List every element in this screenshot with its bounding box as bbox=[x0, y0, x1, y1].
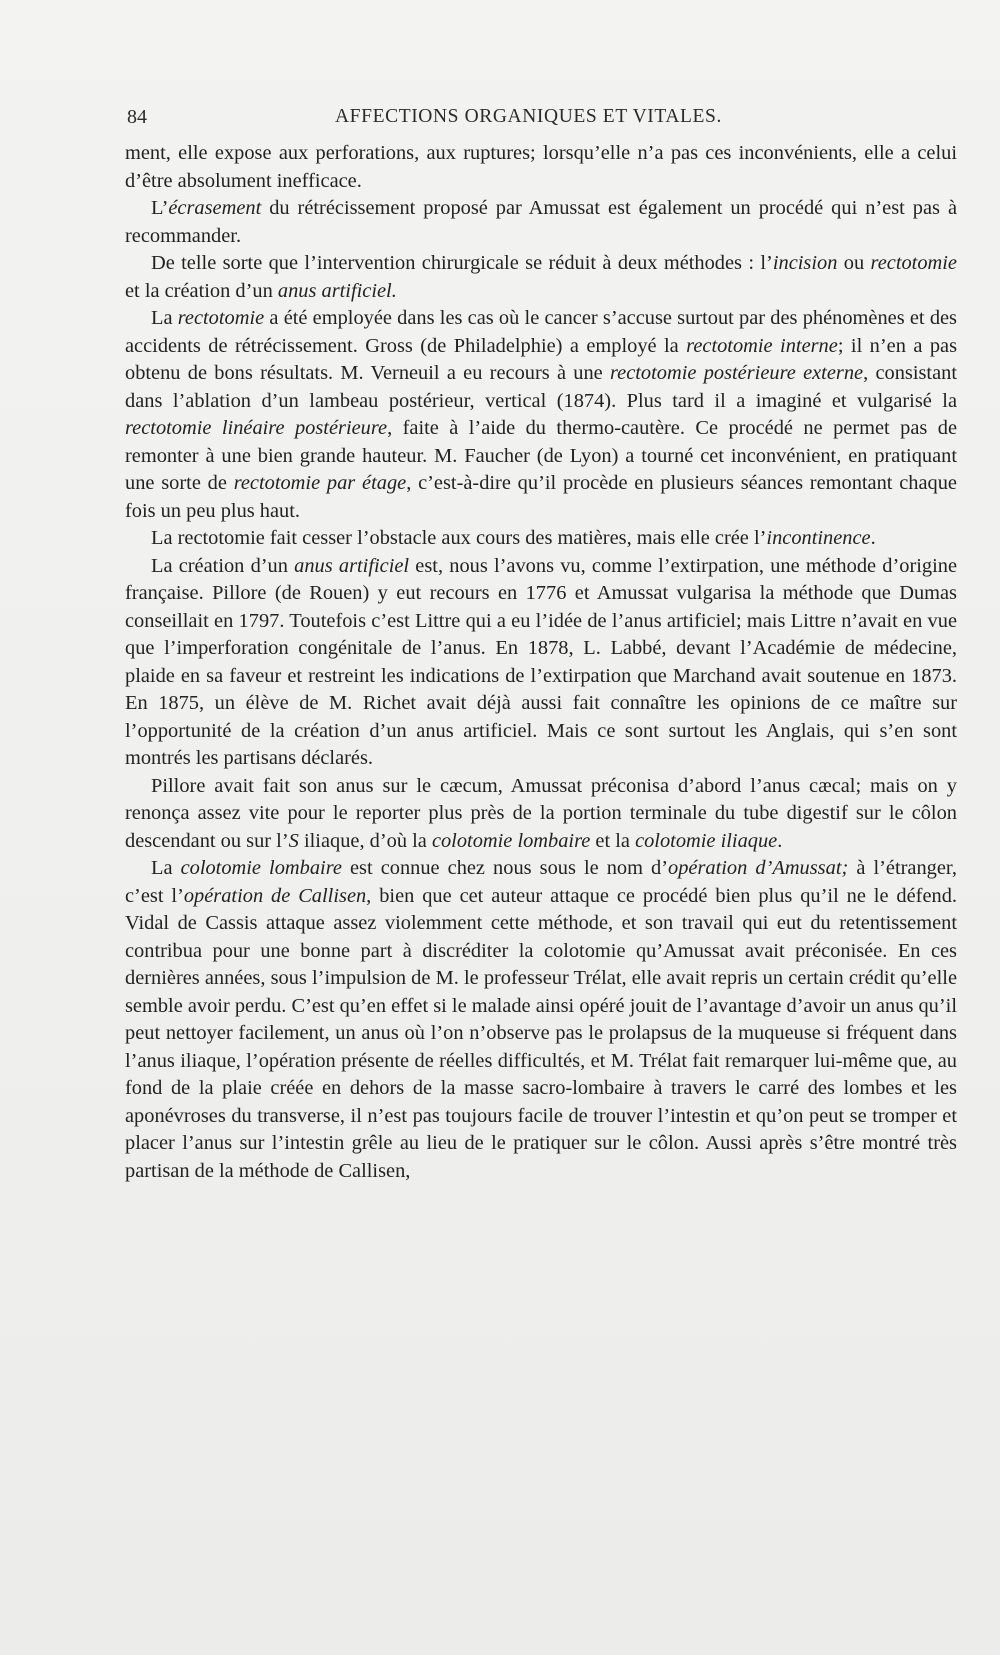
text-run: , consistant dans l’ablation d’un lambeau postérieur, vertical (1874). Plus tard il a imaginé et vulgarisé la bbox=[125, 362, 957, 412]
text-run: à l’étranger, c’est l’ bbox=[125, 857, 957, 907]
text-run: bien que cet auteur attaque ce procédé bien plus qu’il ne le défend. Vidal de Cassis attaque assez violemment cette méthode, et son travail qui eut du retentissement contribua pour une bonne part à discréditer la colotomie qu’Amussat avait préconisée. En ces dernières années, sous l’impulsion de M. le professeur Trélat, elle avait repris un certain crédit qu’elle semble avoir perdu. C’est qu’en effet si le malade ainsi opéré jouit de l’avantage d’avoir un anus qu’il peut nettoyer facilement, un anus où l’on n’observe pas le prolapsus de la muqueuse si fréquent dans l’anus iliaque, l’opération présente de réelles difficultés, et M. Trélat fait remarquer lui-même que, au fond de la plaie créée en dehors de la masse sacro-lombaire à travers le carré des lombes et les aponévroses du transverse, il n’est pas toujours facile de trouver l’intestin et qu’on peut se tromper et placer l’anus sur l’intestin grêle au lieu de le pratiquer sur le côlon. Aussi après s’être montré très partisan de la méthode de Callisen, bbox=[125, 884, 957, 1182]
italic-text: anus artificiel. bbox=[277, 279, 397, 302]
text-run: La création d’un bbox=[151, 554, 295, 577]
paragraph bbox=[125, 305, 957, 525]
italic-text: S bbox=[288, 829, 299, 852]
italic-text: rectotomie bbox=[177, 307, 265, 329]
text-run: Pillore avait fait son anus sur le cæcum, Amussat préconisa d’abord l’anus cæcal; mais on y renonça assez vite pour le reporter plus près de la portion terminale du tube digestif sur le côlon descendant ou sur l’ bbox=[125, 774, 957, 852]
italic-text: colotomie iliaque bbox=[635, 829, 778, 852]
text-run: est, nous l’avons vu, comme l’extirpation, une méthode d’origine française. Pillore (de Rouen) y eut recours en 1776 et Amussat vulgarisa la méthode que Dumas conseillait en 1797. Toutefois c’est Littre qui a eu l’idée de l’anus artificiel; mais Littre n’avait en vue que l’imperforation congénitale de l’anus. En 1878, L. Labbé, devant l’Académie de médecine, plaide en sa faveur et restreint les indications de l’extirpation que Marchand avait soutenue en 1873. En 1875, un élève de M. Richet avait déjà aussi fait connaître les opinions de ce maître sur l’opportunité de la création d’un anus artificiel. Mais ce sont surtout les Anglais, qui s’en sont montrés les partisans déclarés. bbox=[125, 554, 958, 769]
running-title: AFFECTIONS ORGANIQUES ET VITALES. bbox=[335, 106, 722, 127]
running-header bbox=[127, 106, 957, 134]
italic-text: rectotomie interne bbox=[686, 334, 838, 357]
text-run: du rétrécissement proposé par Amussat est également un procédé qui n’est pas à recommander. bbox=[125, 197, 957, 247]
text-run: La bbox=[151, 857, 181, 879]
text-run: ment, elle expose aux perforations, aux ruptures; lorsqu’elle n’a pas ces inconvénients, elle a celui d’être absolument inefficace. bbox=[125, 142, 957, 192]
text-run: et la création d’un bbox=[125, 279, 278, 302]
italic-text: colotomie lombaire bbox=[180, 857, 342, 879]
italic-text: rectotomie par étage bbox=[233, 472, 407, 494]
paragraph bbox=[125, 773, 957, 856]
text-run: . bbox=[870, 527, 876, 549]
text-run: iliaque, d’où la bbox=[298, 829, 432, 852]
italic-text: rectotomie postérieure externe bbox=[609, 362, 864, 384]
italic-text: incontinence bbox=[766, 527, 871, 549]
paragraph bbox=[125, 855, 957, 1185]
text-run: , c’est-à-dire qu’il procède en plusieurs séances remontant chaque fois un peu plus haut. bbox=[125, 472, 957, 522]
paragraph bbox=[125, 250, 957, 305]
text-run: La rectotomie fait cesser l’obstacle aux cours des matières, mais elle crée l’ bbox=[151, 527, 767, 549]
page-number: 84 bbox=[127, 106, 147, 128]
paragraph bbox=[125, 525, 957, 553]
text-run: De telle sorte que l’intervention chirurgicale se réduit à deux méthodes : l’ bbox=[151, 252, 773, 274]
text-run: ou bbox=[837, 252, 871, 274]
text-run: est connue chez nous sous le nom d’ bbox=[341, 857, 669, 879]
body-text bbox=[125, 140, 957, 1185]
italic-text: incision bbox=[772, 252, 838, 274]
paragraph bbox=[125, 140, 957, 195]
italic-text: rectotomie linéaire postérieure bbox=[125, 417, 388, 439]
italic-text: colotomie lombaire bbox=[431, 829, 591, 852]
paragraph bbox=[125, 195, 957, 250]
text-run: , faite à l’aide du thermo-cautère. Ce procédé ne permet pas de remonter à une bien grande hauteur. M. Faucher (de Lyon) a tourné cet inconvénient, en pratiquant une sorte de bbox=[125, 417, 957, 494]
text-run: L’ bbox=[151, 197, 169, 219]
italic-text: rectotomie bbox=[870, 252, 957, 274]
paragraph bbox=[125, 553, 957, 773]
italic-text: opération d’Amussat; bbox=[668, 857, 849, 879]
text-run: . bbox=[777, 829, 783, 852]
text-run: La bbox=[151, 307, 178, 329]
italic-text: anus artificiel bbox=[294, 554, 410, 577]
italic-text: opération de Callisen, bbox=[183, 884, 372, 907]
text-run: ; il n’en a pas obtenu de bons résultats. M. Verneuil a eu recours à une bbox=[125, 334, 958, 384]
text-run: a été employée dans les cas où le cancer s’accuse surtout par des phénomènes et des accidents de rétrécissement. Gross (de Philadelphie) a employé la bbox=[125, 307, 957, 357]
text-run: et la bbox=[590, 829, 636, 852]
italic-text: écrasement bbox=[168, 197, 262, 219]
